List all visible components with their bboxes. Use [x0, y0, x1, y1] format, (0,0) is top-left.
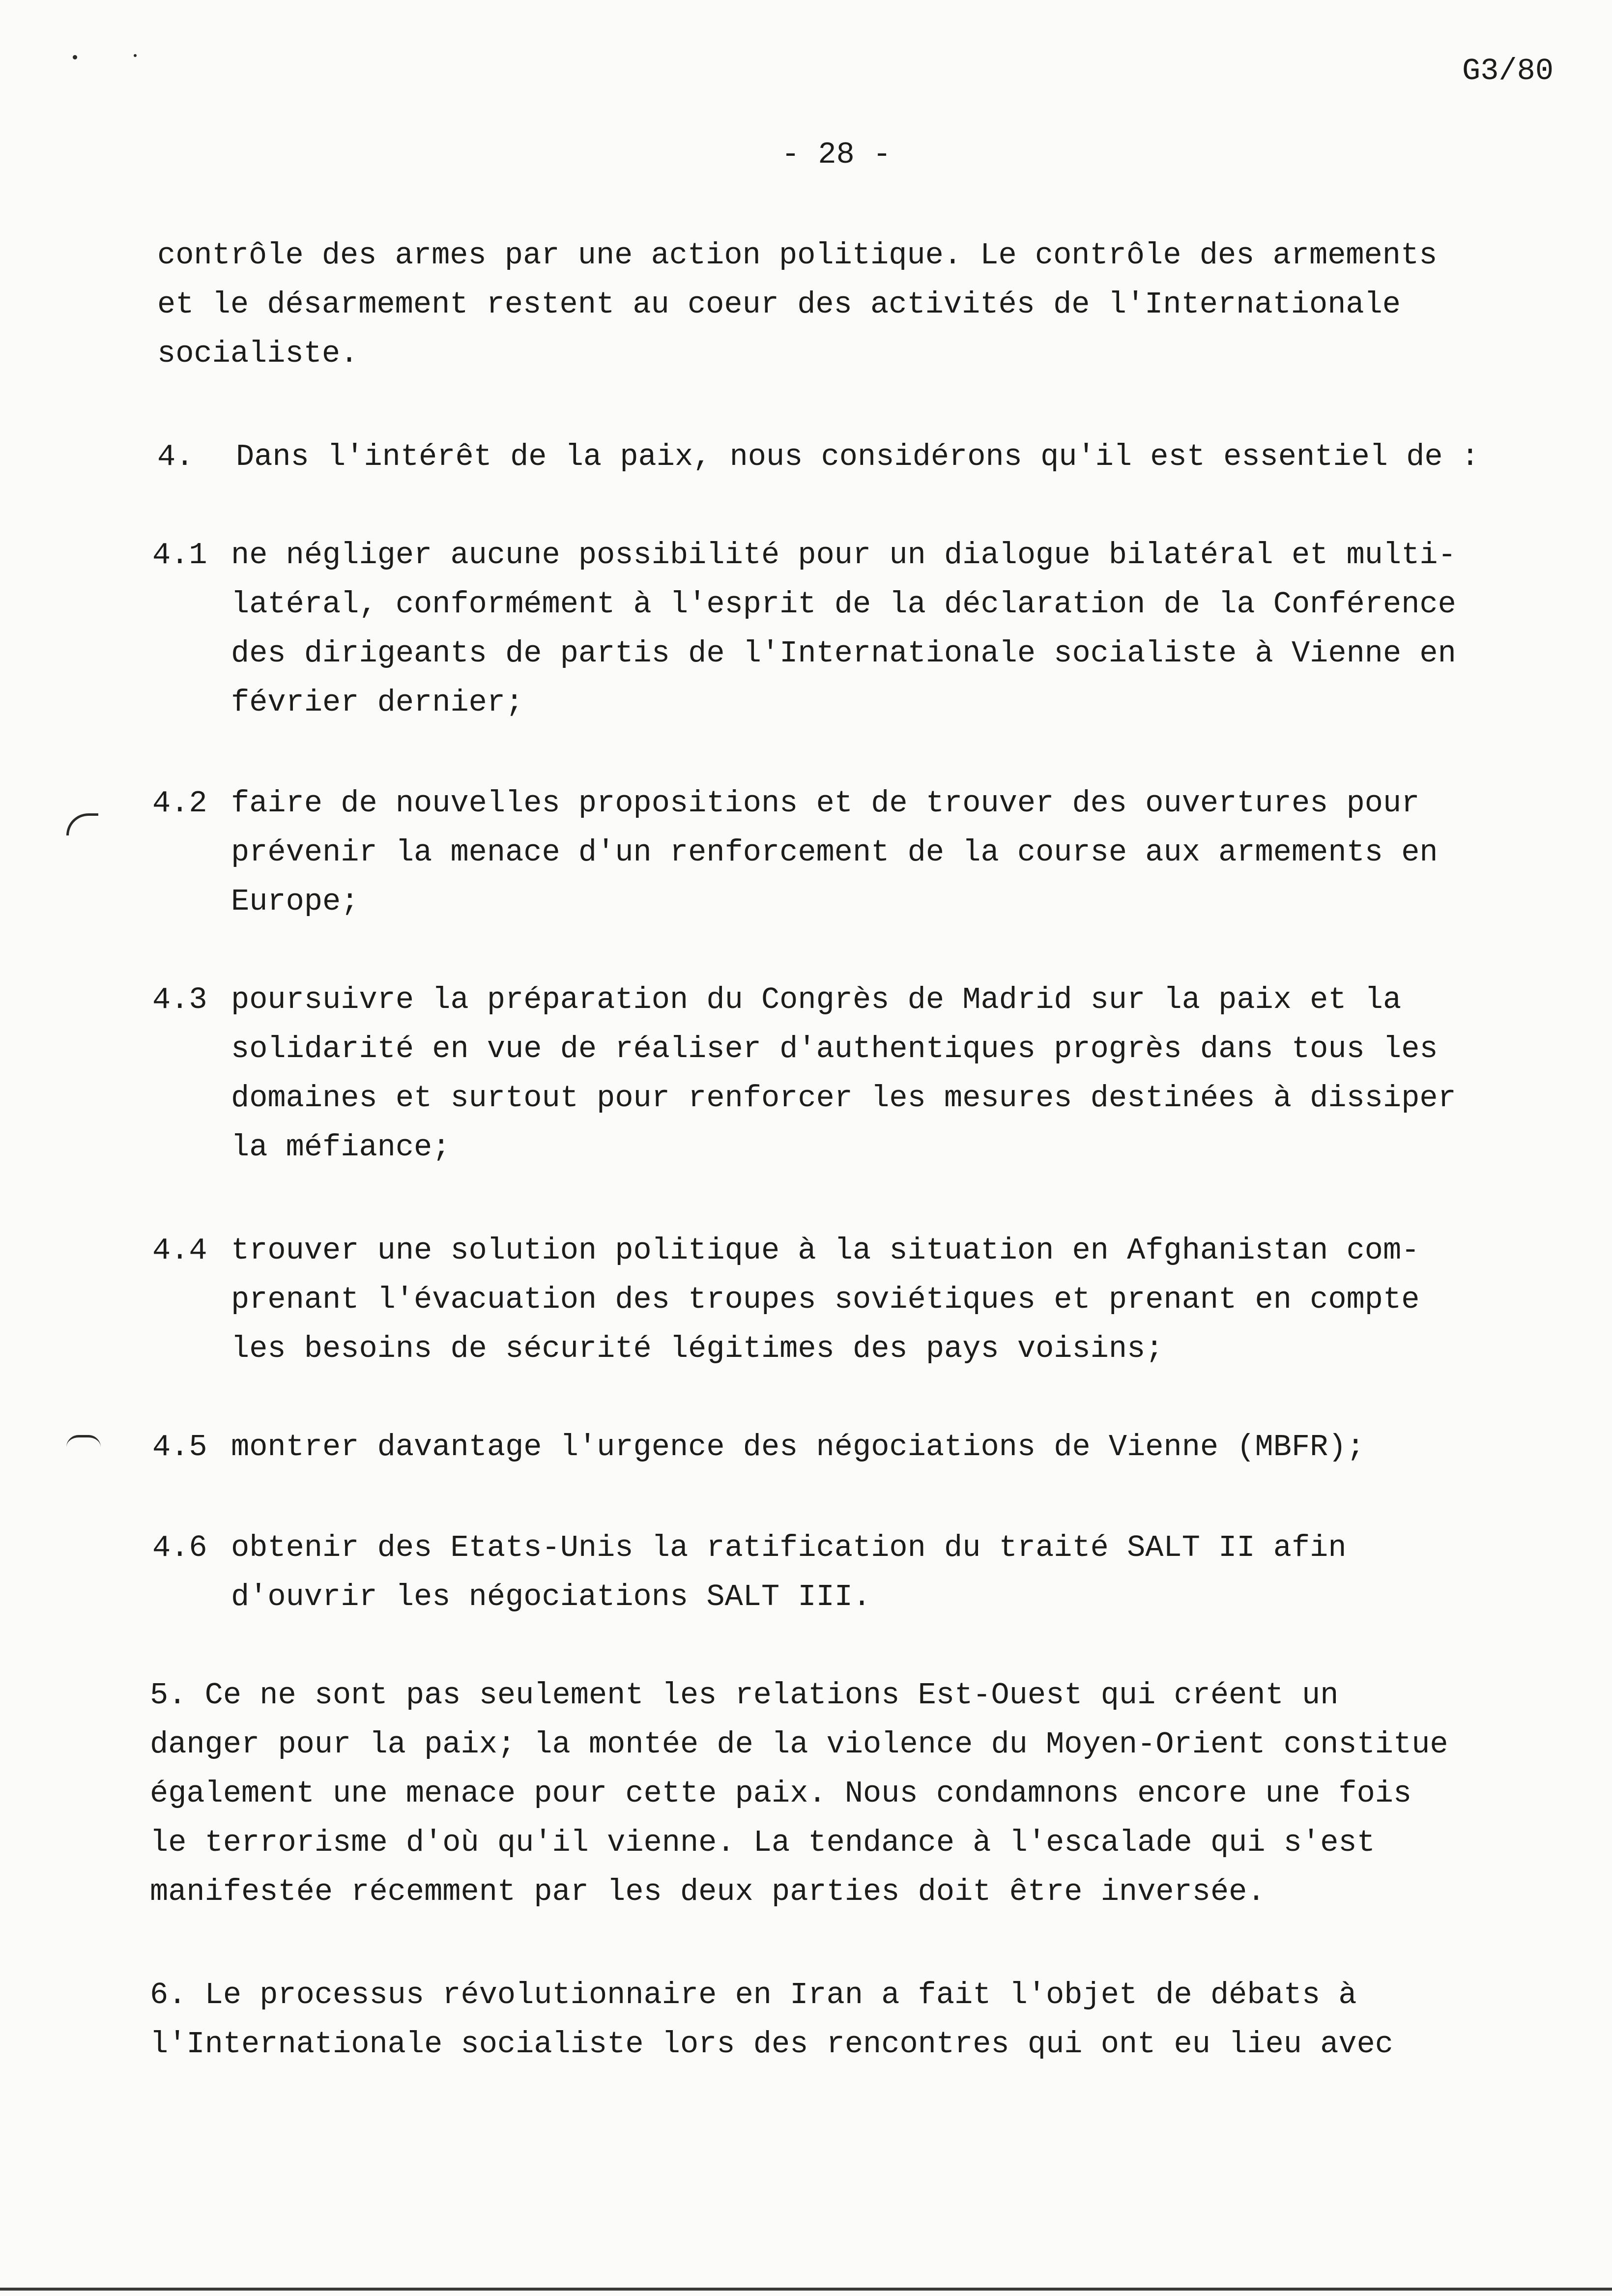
- text-line: socialiste.: [157, 336, 359, 371]
- document-reference: G3/80: [1462, 54, 1554, 88]
- margin-bracket-mark: [66, 1435, 101, 1447]
- text-line: ne négliger aucune possibilité pour un dialogue bilatéral et multi-: [231, 538, 1456, 573]
- sub-item-number: 4.4: [152, 1233, 207, 1268]
- text-line: 6. Le processus révolutionnaire en Iran a fait l'objet de débats à: [150, 1978, 1357, 2012]
- text-line: trouver une solution politique à la situation en Afghanistan com-: [231, 1233, 1420, 1268]
- text-line: faire de nouvelles propositions et de trouver des ouvertures pour: [231, 786, 1420, 821]
- text-line: contrôle des armes par une action politique. Le contrôle des armements: [157, 238, 1438, 273]
- text-line: et le désarmement restent au coeur des activités de l'Internationale: [157, 287, 1401, 322]
- text-line: montrer davantage l'urgence des négociations de Vienne (MBFR);: [231, 1430, 1365, 1464]
- text-line: prenant l'évacuation des troupes soviétiques et prenant en compte: [231, 1282, 1420, 1317]
- text-line: prévenir la menace d'un renforcement de la course aux armements en: [231, 835, 1438, 870]
- text-line: également une menace pour cette paix. Nous condamnons encore une fois: [150, 1776, 1412, 1811]
- text-line: 5. Ce ne sont pas seulement les relations Est-Ouest qui créent un: [150, 1678, 1339, 1713]
- point-number: 4.: [157, 439, 194, 474]
- sub-item-number: 4.3: [152, 982, 207, 1017]
- text-line: manifestée récemment par les deux parties doit être inversée.: [150, 1874, 1266, 1909]
- text-line: solidarité en vue de réaliser d'authentiques progrès dans tous les: [231, 1032, 1438, 1066]
- bottom-scan-edge: [0, 2288, 1612, 2291]
- text-line: des dirigeants de partis de l'Internationale socialiste à Vienne en: [231, 636, 1456, 671]
- point-5-paragraph: [150, 1671, 1590, 1917]
- sub-item-number: 4.6: [152, 1530, 207, 1565]
- text-line: l'Internationale socialiste lors des rencontres qui ont eu lieu avec: [150, 2027, 1394, 2062]
- intro-paragraph: [157, 231, 1597, 378]
- sub-item-number: 4.2: [152, 786, 207, 821]
- sub-item-number: 4.5: [152, 1430, 207, 1464]
- page-number: - 28 -: [781, 137, 892, 172]
- text-line: Europe;: [231, 884, 359, 919]
- text-line: d'ouvrir les négociations SALT III.: [231, 1579, 871, 1614]
- margin-bracket-mark: [66, 813, 98, 835]
- text-line: poursuivre la préparation du Congrès de Madrid sur la paix et la: [231, 982, 1402, 1017]
- text-line: février dernier;: [231, 685, 524, 720]
- text-line: danger pour la paix; la montée de la violence du Moyen-Orient constitue: [150, 1727, 1448, 1762]
- text-line: les besoins de sécurité légitimes des pays voisins;: [231, 1331, 1164, 1366]
- point-6-paragraph: [150, 1971, 1590, 2069]
- text-line: latéral, conformément à l'esprit de la déclaration de la Conférence: [231, 587, 1456, 622]
- scan-speck: [73, 55, 77, 59]
- text-line: obtenir des Etats-Unis la ratification du traité SALT II afin: [231, 1530, 1347, 1565]
- scan-speck: [134, 54, 137, 57]
- text-line: la méfiance;: [231, 1130, 451, 1165]
- text-line: le terrorisme d'où qu'il vienne. La tendance à l'escalade qui s'est: [150, 1825, 1375, 1860]
- sub-item-number: 4.1: [152, 538, 207, 573]
- point-text: Dans l'intérêt de la paix, nous considérons qu'il est essentiel de :: [236, 439, 1480, 474]
- text-line: domaines et surtout pour renforcer les mesures destinées à dissiper: [231, 1081, 1456, 1116]
